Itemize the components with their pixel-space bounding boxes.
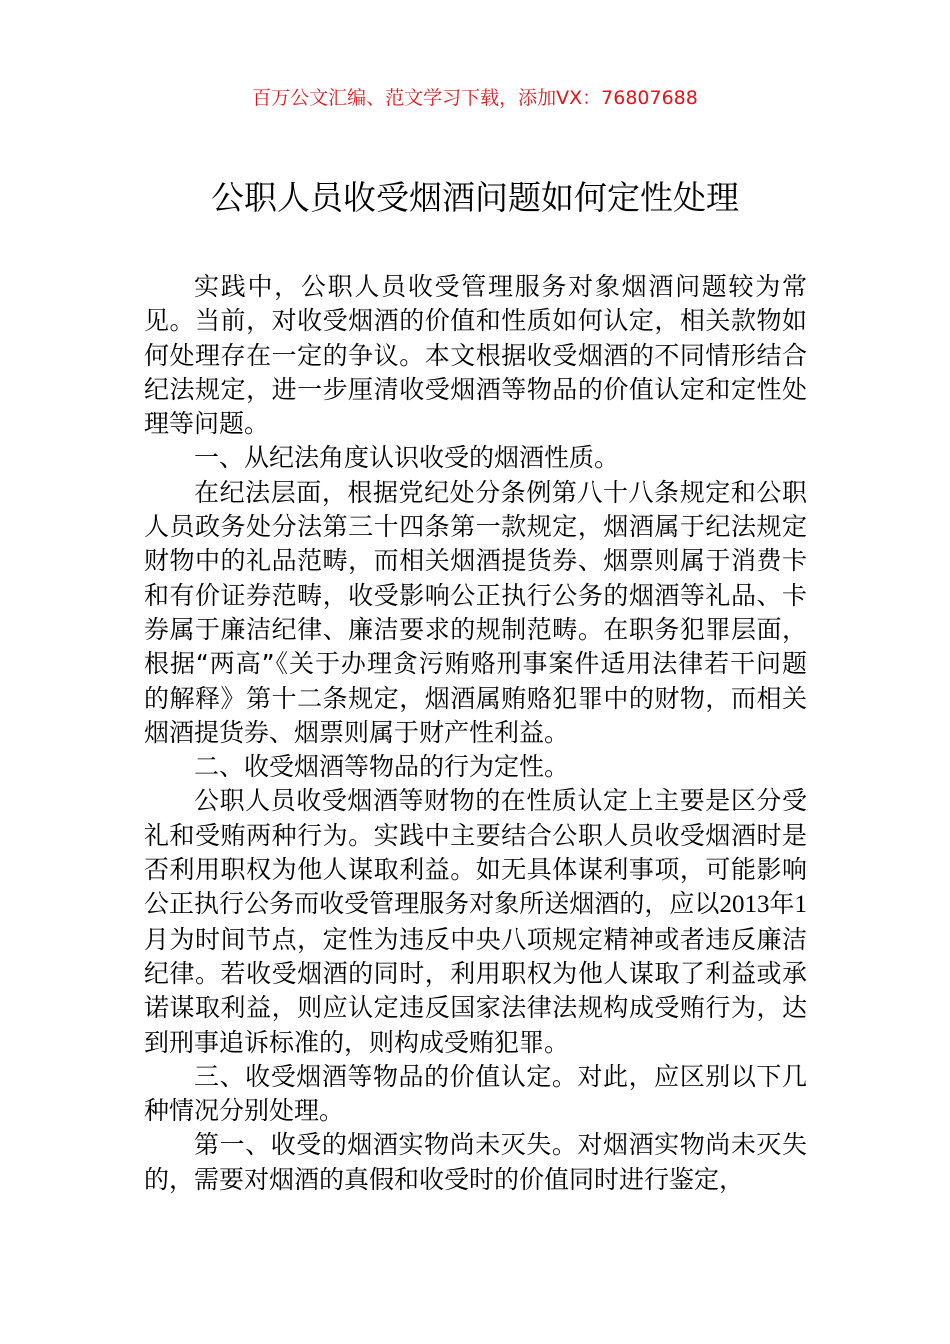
paragraph-behavior-nature-part2: 月为时间节点，定性为违反中央八项规定精神或者违反廉洁纪律。若收受烟酒的同时，利用职权为他人谋取了利益或承诺谋取利益，则应认定违反国家法律法规构成受贿行为，达到刑事追诉标准的，则构成受贿犯罪。 bbox=[144, 924, 807, 1057]
paragraph-intro: 实践中，公职人员收受管理服务对象烟酒问题较为常见。当前，对收受烟酒的价值和性质如何认定，相关款物如何处理存在一定的争议。本文根据收受烟酒的不同情形结合纪法规定，进一步厘清收受烟酒等物品的价值认定和定性处理等问题。 bbox=[144, 272, 807, 439]
paragraph-behavior-nature bbox=[144, 784, 807, 1059]
paragraph-case-first: 第一、收受的烟酒实物尚未灭失。对烟酒实物尚未灭失的，需要对烟酒的真假和收受时的价值同时进行鉴定， bbox=[144, 1130, 807, 1194]
year-number: 2013 bbox=[719, 891, 770, 919]
section-heading-2: 二、收受烟酒等物品的行为定性。 bbox=[194, 752, 570, 782]
month-number: 1 bbox=[794, 891, 807, 919]
paragraph-behavior-nature-part1: 公职人员收受烟酒等财物的在性质认定上主要是区分受礼和受贿两种行为。实践中主要结合公职人员收受烟酒时是否利用职权为他人谋取利益。如无具体谋利事项，可能影响公正执行公务而收受管理服务对象所送烟酒的，应以 bbox=[144, 786, 807, 919]
section-heading-1: 一、从纪法角度认识收受的烟酒性质。 bbox=[194, 443, 620, 473]
document-title: 公职人员收受烟酒问题如何定性处理 bbox=[211, 178, 739, 217]
paragraph-discipline-law: 在纪法层面，根据党纪处分条例第八十八条规定和公职人员政务处分法第三十四条第一款规定，烟酒属于纪法规定财物中的礼品范畴，而相关烟酒提货券、烟票则属于消费卡和有价证券范畴，收受影响公正执行公务的烟酒等礼品、卡券属于廉洁纪律、廉洁要求的规制范畴。在职务犯罪层面，根据“两高”《关于办理贪污贿赂刑事案件适用法律若干问题的解释》第十二条规定，烟酒属贿赂犯罪中的财物，而相关烟酒提货券、烟票则属于财产性利益。 bbox=[144, 477, 807, 747]
promo-banner bbox=[0, 86, 950, 110]
promo-banner-text: 百万公文汇编、范文学习下载，添加VX：76807688 bbox=[252, 87, 698, 109]
year-unit: 年 bbox=[769, 889, 795, 919]
document-body bbox=[144, 270, 807, 1197]
section-heading-3: 三、收受烟酒等物品的价值认定。对此，应区别以下几种情况分别处理。 bbox=[144, 1061, 807, 1126]
